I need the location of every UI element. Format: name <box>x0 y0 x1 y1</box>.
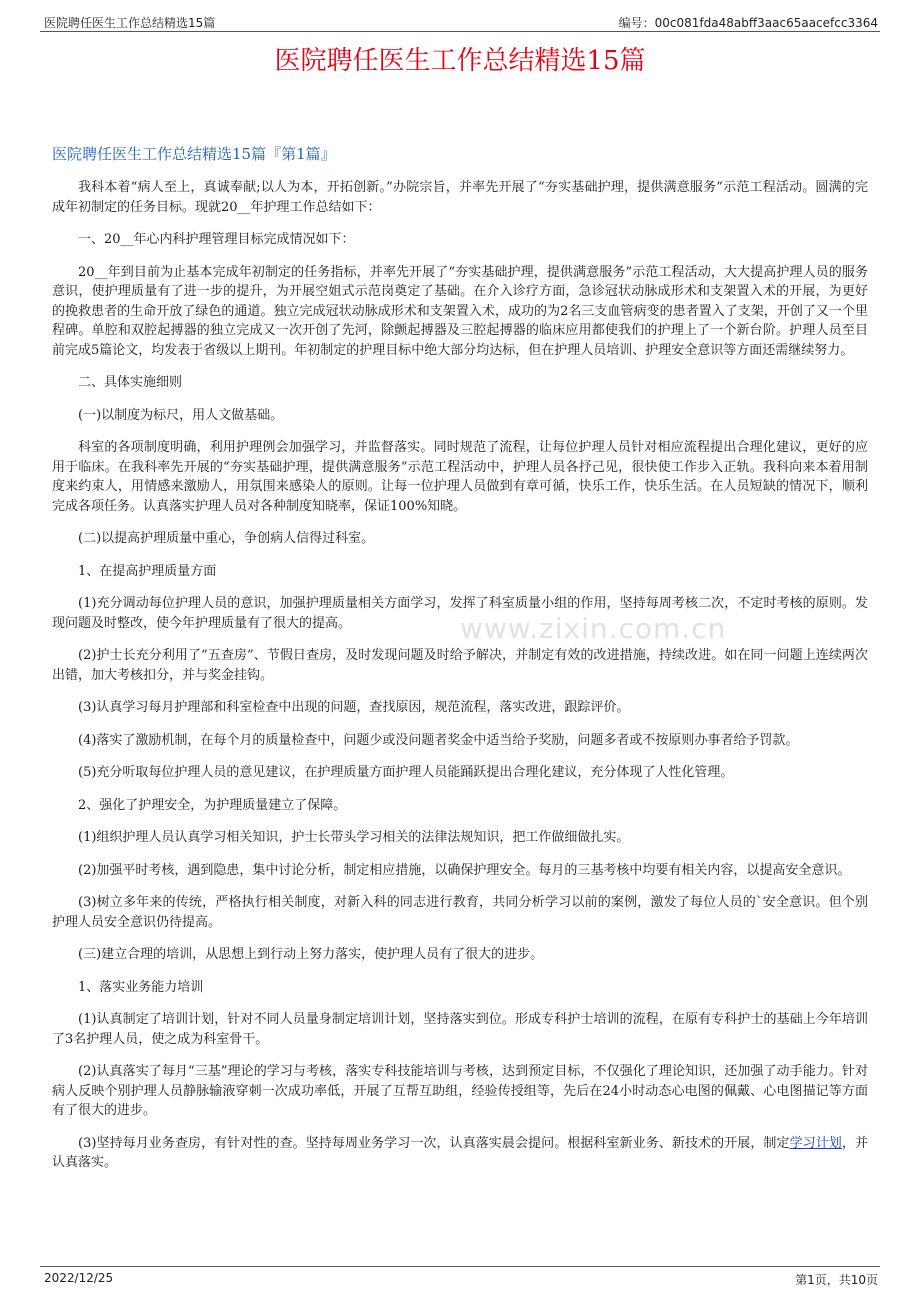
paragraph: (一)以制度为标尺，用人文做基础。 <box>78 407 284 423</box>
document-title: 医院聘任医生工作总结精选15篇 <box>274 46 646 76</box>
footer-page-number: 第1页，共10页 <box>795 1273 878 1287</box>
paragraph-list <box>52 178 868 1121</box>
paragraph: 1、在提高护理质量方面 <box>78 563 217 579</box>
paragraph: 一、20__年心内科护理管理目标完成情况如下： <box>78 232 355 247</box>
paragraph: (三)建立合理的培训，从思想上到行动上努力落实，使护理人员有了很大的进步。 <box>78 947 544 962</box>
paragraph: 科室的各项制度明确，利用护理例会加强学习，并监督落实。同时规范了流程，让每位护理人员针对相应流程提出合理化建议，更好的应用于临床。在我科率先开展的“夯实基础护理，提供满意服务”示范工程活动中，护理人员各抒己见，很快使工作步入正轨。我科向来本着用制度来约束人，用情感来激励人，用氛围来感染人的原则。让每一位护理人员做到有章可循，快乐工作，快乐生活。在人员短缺的情况下，顺利完成各项任务。认真落实护理人员对各种制度知晓率，保证100%知晓。 <box>52 440 868 514</box>
paragraph: (3)树立多年来的传统，严格执行相关制度，对新入科的同志进行教育，共同分析学习以前的案例，激发了每位人员的`安全意识。但个别护理人员安全意识仍待提高。 <box>52 895 868 930</box>
paragraph: (4)落实了激励机制，在每个月的质量检查中，问题少或没问题者奖金中适当给予奖励，问题多者或不按原则办事者给予罚款。 <box>78 732 799 748</box>
watermark: www.zixin.com.cn <box>460 612 727 645</box>
paragraph: 1、落实业务能力培训 <box>78 979 204 995</box>
paragraph: (二)以提高护理质量中重心，争创病人信得过科室。 <box>78 531 375 546</box>
paragraph: (1)认真制定了培训计划，针对不同人员量身制定培训计划，坚持落实到位。形成专科护士培训的流程，在原有专科护士的基础上今年培训了3名护理人员，使之成为科室骨干。 <box>52 1012 868 1047</box>
paragraph: 2、强化了护理安全，为护理质量建立了保障。 <box>78 797 347 813</box>
paragraph-last <box>52 1134 868 1173</box>
paragraph: (3)认真学习每月护理部和科室检查中出现的问题，查找原因，规范流程，落实改进，跟踪评价。 <box>78 700 630 715</box>
header-doc-number: 编号：00c081fda48abff3aac65aacefcc3364 <box>618 16 878 30</box>
page-footer <box>40 1271 880 1289</box>
paragraph: (1)充分调动每位护理人员的意识，加强护理质量相关方面学习，发挥了科室质量小组的作用，坚持每周考核二次，不定时考核的原则。发现问题及时整改，使今年护理质量有了很大的提高。 <box>52 596 868 631</box>
header-divider <box>40 31 880 32</box>
document-body <box>52 143 868 1186</box>
paragraph-text: (3)坚持每月业务查房，有针对性的查。坚持每周业务学习一次，认真落实晨会提问。根据科室新业务、新技术的开展，制定 <box>78 1135 790 1151</box>
section-heading: 医院聘任医生工作总结精选15篇『第1篇』 <box>52 145 336 163</box>
paragraph: (2)护士长充分利用了“五查房”、节假日查房，及时发现问题及时给予解决，并制定有效的改进措施，持续改进。如在同一问题上连续两次出错，加大考核扣分，并与奖金挂钩。 <box>52 648 868 683</box>
paragraph: (1)组织护理人员认真学习相关知识，护士长带头学习相关的法律法规知识，把工作做细做扎实。 <box>78 830 630 845</box>
footer-date: 2022/12/25 <box>44 1271 114 1285</box>
footer-divider <box>40 1266 880 1267</box>
page-header <box>40 10 880 28</box>
paragraph-text: ，并认真落实。 <box>52 1135 868 1170</box>
paragraph: (2)加强平时考核，遇到隐患，集中讨论分析，制定相应措施，以确保护理安全。每月的三基考核中均要有相关内容，以提高安全意识。 <box>78 862 851 878</box>
paragraph: 20__年到目前为止基本完成年初制定的任务指标，并率先开展了“夯实基础护理，提供满意服务”示范工程活动，大大提高护理人员的服务意识，使护理质量有了进一步的提升，为开展空姐式示范岗奠定了基础。在介入诊疗方面，急诊冠状动脉成形术和支架置入术的开展，为更好的挽救患者的生命开放了绿色的通道。独立完成冠状动脉成形术和支架置入术，成功的为2名三支血管病变的患者置入了支架，开创了又一个里程碑。单腔和双腔起搏器的独立完成又一次开创了先河，除颤起搏器及三腔起搏器的临床应用都使我们的护理上了一个新台阶。护理人员至目前完成5篇论文，均发表于省级以上期刊。年初制定的护理目标中绝大部分均达标，但在护理人员培训、护理安全意识等方面还需继续努力。 <box>52 264 868 358</box>
paragraph: (5)充分听取每位护理人员的意见建议，在护理质量方面护理人员能踊跃提出合理化建议，充分体现了人性化管理。 <box>78 765 734 780</box>
study-plan-link[interactable]: 学习计划 <box>789 1135 842 1151</box>
paragraph: 二、具体实施细则 <box>78 375 183 390</box>
paragraph: 我科本着“病人至上，真诚奉献;以人为本，开拓创新。”办院宗旨，并率先开展了“夯实基础护理，提供满意服务”示范工程活动。圆满的完成年初制定的任务目标。现就20__年护理工作总结如下： <box>52 180 868 215</box>
header-doc-title: 医院聘任医生工作总结精选15篇 <box>44 16 216 30</box>
paragraph: (2)认真落实了每月“三基”理论的学习与考核，落实专科技能培训与考核，达到预定目标，不仅强化了理论知识，还加强了动手能力。针对病人反映个别护理人员静脉输液穿刺一次成功率低，开展了互帮互助组，经验传授组等，先后在24小时动态心电图的佩戴、心电图描记等方面有了很大的进步。 <box>52 1064 868 1118</box>
